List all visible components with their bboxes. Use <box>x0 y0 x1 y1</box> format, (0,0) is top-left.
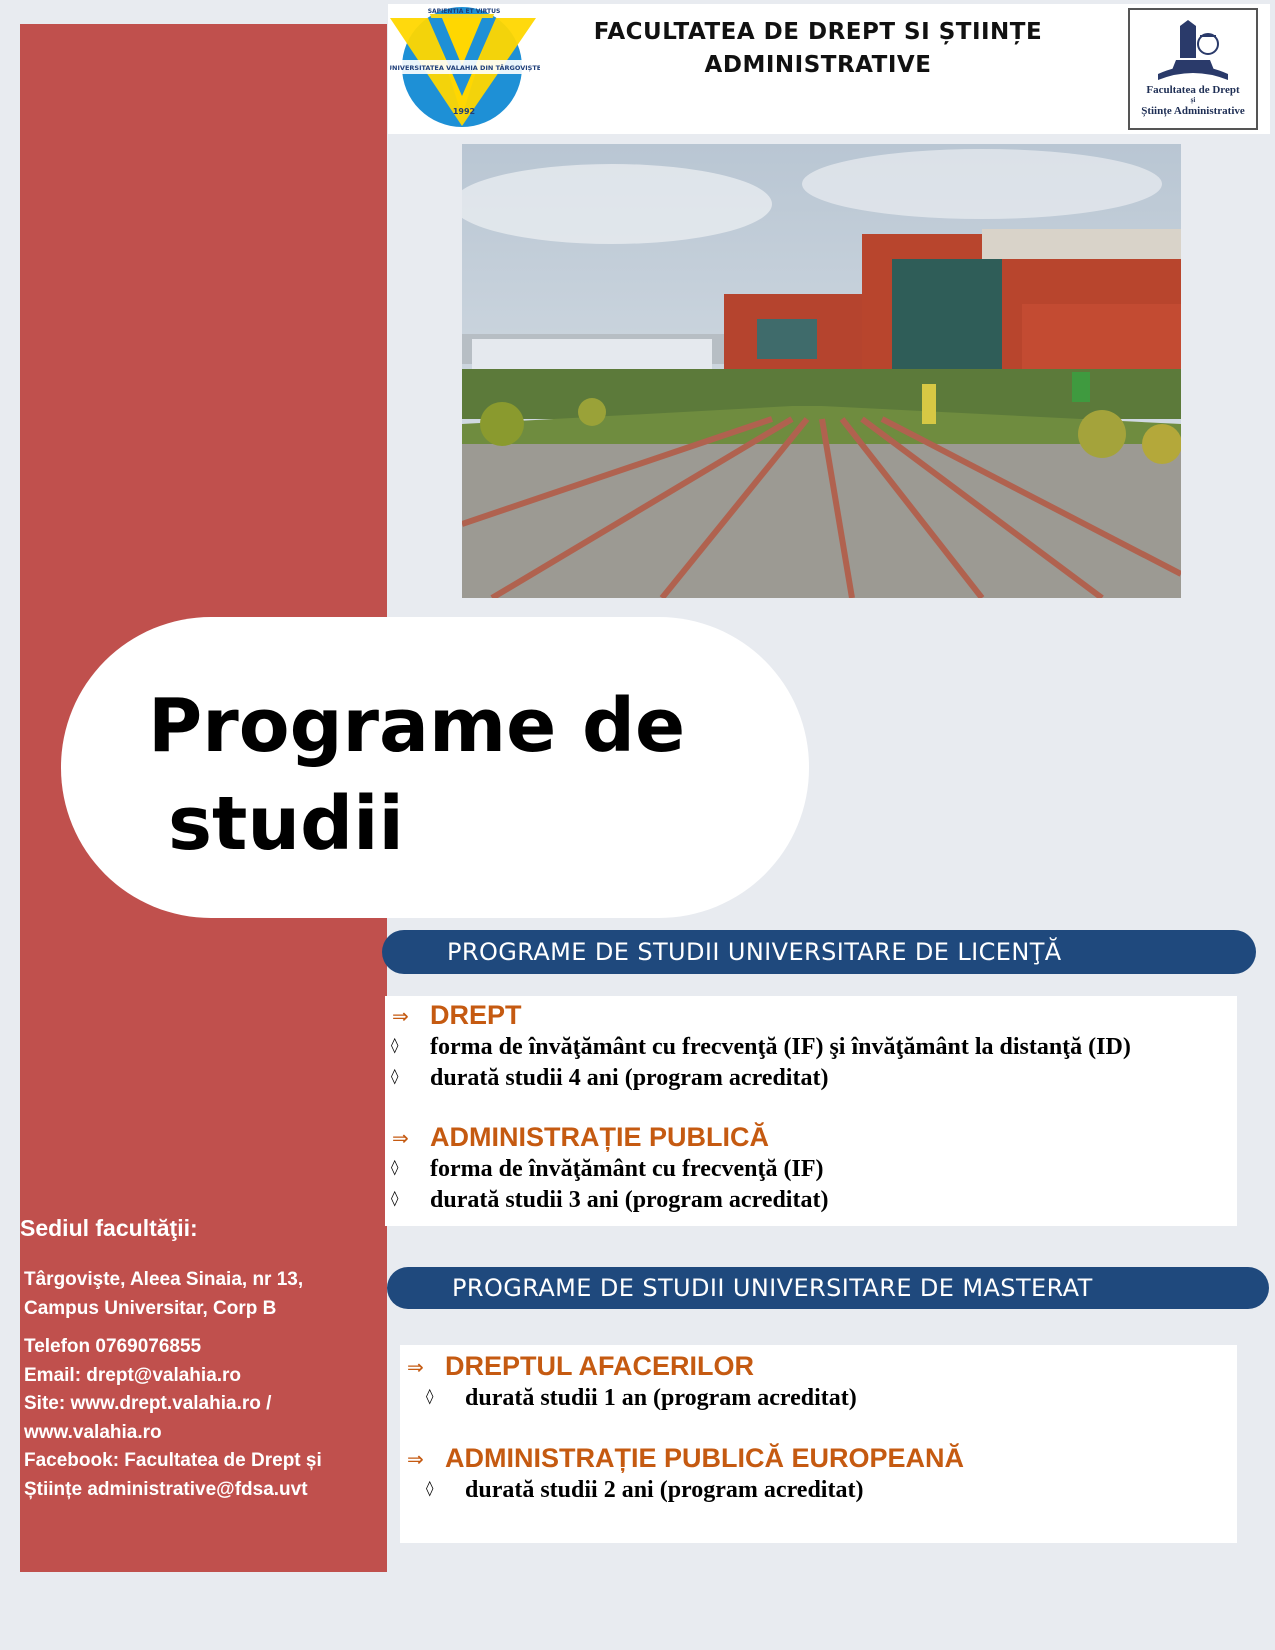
diamond-bullet-icon: ◊ <box>391 1189 399 1207</box>
svg-text:UNIVERSITATEA VALAHIA DIN TÂRG: UNIVERSITATEA VALAHIA DIN TÂRGOVIȘTE <box>390 64 540 72</box>
masterat-programs-box <box>400 1345 1237 1543</box>
faculty-logo-caption: Facultatea de Drept și Științe Administrative <box>1141 84 1245 117</box>
diamond-bullet-icon: ◊ <box>391 1067 399 1085</box>
phone-text: Telefon 0769076855 <box>24 1336 202 1357</box>
diamond-bullet-icon: ◊ <box>426 1387 434 1405</box>
program-item <box>385 998 1237 1094</box>
campus-photo <box>462 144 1181 598</box>
licenta-banner-text: PROGRAME DE STUDII UNIVERSITARE DE LICENŢĂ <box>447 938 1062 966</box>
arrow-icon: ⇒ <box>407 1447 424 1471</box>
faculty-title <box>588 16 1048 82</box>
contact-address <box>24 1266 303 1323</box>
arrow-icon: ⇒ <box>407 1355 424 1379</box>
program-name: ADMINISTRAȚIE PUBLICĂ <box>430 1122 769 1152</box>
arrow-icon: ⇒ <box>392 1126 409 1150</box>
contact-heading: Sediul facultăţii: <box>20 1215 198 1241</box>
faculty-logo <box>1128 8 1258 130</box>
program-detail: durată studii 3 ani (program acreditat) <box>430 1187 829 1213</box>
faculty-title-line2: ADMINISTRATIVE <box>704 52 932 78</box>
address-line: Târgovişte, Aleea Sinaia, nr 13, <box>24 1269 304 1290</box>
program-name: ADMINISTRAȚIE PUBLICĂ EUROPEANĂ <box>445 1443 965 1473</box>
program-detail: durată studii 4 ani (program acreditat) <box>430 1065 829 1091</box>
diamond-bullet-icon: ◊ <box>426 1479 434 1497</box>
email-text: Email: drept@valahia.ro <box>24 1364 242 1386</box>
main-title-line2: studii <box>168 781 404 867</box>
address-line: Campus Universitar, Corp B <box>24 1297 277 1319</box>
facebook-text: Facebook: Facultatea de Drept și <box>24 1450 322 1471</box>
site-text: www.valahia.ro <box>24 1421 162 1443</box>
masterat-banner-text: PROGRAME DE STUDII UNIVERSITARE DE MASTERAT <box>452 1274 1093 1302</box>
licenta-programs-box <box>385 996 1237 1226</box>
university-logo <box>390 4 540 130</box>
diamond-bullet-icon: ◊ <box>391 1158 399 1176</box>
header <box>388 4 1270 134</box>
program-detail: durată studii 2 ani (program acreditat) <box>465 1477 864 1503</box>
masterat-banner <box>387 1267 1269 1309</box>
licenta-banner <box>382 930 1256 974</box>
main-title <box>148 677 708 873</box>
program-item <box>400 1441 1237 1506</box>
main-title-line1: Programe de <box>148 683 686 769</box>
svg-text:1992: 1992 <box>452 107 476 116</box>
diamond-bullet-icon: ◊ <box>391 1036 399 1054</box>
facebook-text: Științe administrative@fdsa.uvt <box>24 1478 308 1500</box>
arrow-icon: ⇒ <box>392 1004 409 1028</box>
contact-info <box>24 1333 322 1504</box>
program-name: DREPT <box>430 1000 522 1030</box>
program-detail: forma de învăţământ cu frecvenţă (IF) <box>430 1156 824 1182</box>
svg-text:SAPIENTIA ET VIRTUS: SAPIENTIA ET VIRTUS <box>427 8 501 15</box>
program-item <box>400 1349 1237 1414</box>
site-text: Site: www.drept.valahia.ro / <box>24 1393 272 1414</box>
program-detail: forma de învăţământ cu frecvenţă (IF) şi învăţământ la distanţă (ID) <box>430 1034 1131 1060</box>
program-detail: durată studii 1 an (program acreditat) <box>465 1385 857 1411</box>
faculty-title-line1: FACULTATEA DE DREPT SI ȘTIINȚE <box>593 19 1043 45</box>
program-item <box>385 1120 1237 1216</box>
program-name: DREPTUL AFACERILOR <box>445 1351 755 1381</box>
